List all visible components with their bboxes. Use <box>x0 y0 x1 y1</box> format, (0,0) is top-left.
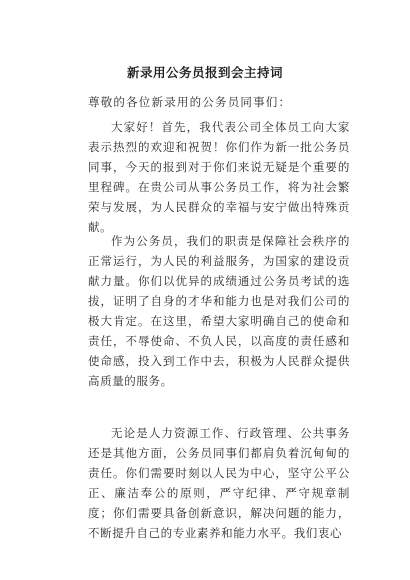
paragraph-welcome: 大家好！首先，我代表公司全体员工向大家表示热烈的欢迎和祝贺！你们作为新一批公务员同事，今天的报到对于你们来说无疑是个重要的里程碑。在贵公司从事公务员工作，将为社会繁荣与发展，为人民群众的幸福与安宁做出特殊贡献。 <box>88 120 350 234</box>
salutation: 尊敬的各位新录用的公务员同事们： <box>88 95 292 109</box>
document-title: 新录用公务员报到会主持词 <box>126 65 283 80</box>
paragraph-duties: 作为公务员，我们的职责是保障社会秩序的正常运行，为人民的利益服务，为国家的建设贡献力量。你们以优异的成绩通过公务员考试的选拔，证明了自身的才华和能力也是对我们公司的极大肯定。在这里，希望大家明确自己的使命和责任，不辱使命、不负人民，以高度的责任感和使命感，投入到工作中去，积极为人民群众提供高质量的服务。 <box>88 234 350 388</box>
paragraph-responsibilities: 无论是人力资源工作、行政管理、公共事务还是其他方面，公务员同事们都肩负着沉甸甸的责任。你们需要时刻以人民为中心，坚守公平公正、廉洁奉公的原则，严守纪律、严守规章制度；你们需要具备创新意识，解决问题的能力，不断提升自己的专业素养和能力水平。我们衷心 <box>88 426 350 540</box>
